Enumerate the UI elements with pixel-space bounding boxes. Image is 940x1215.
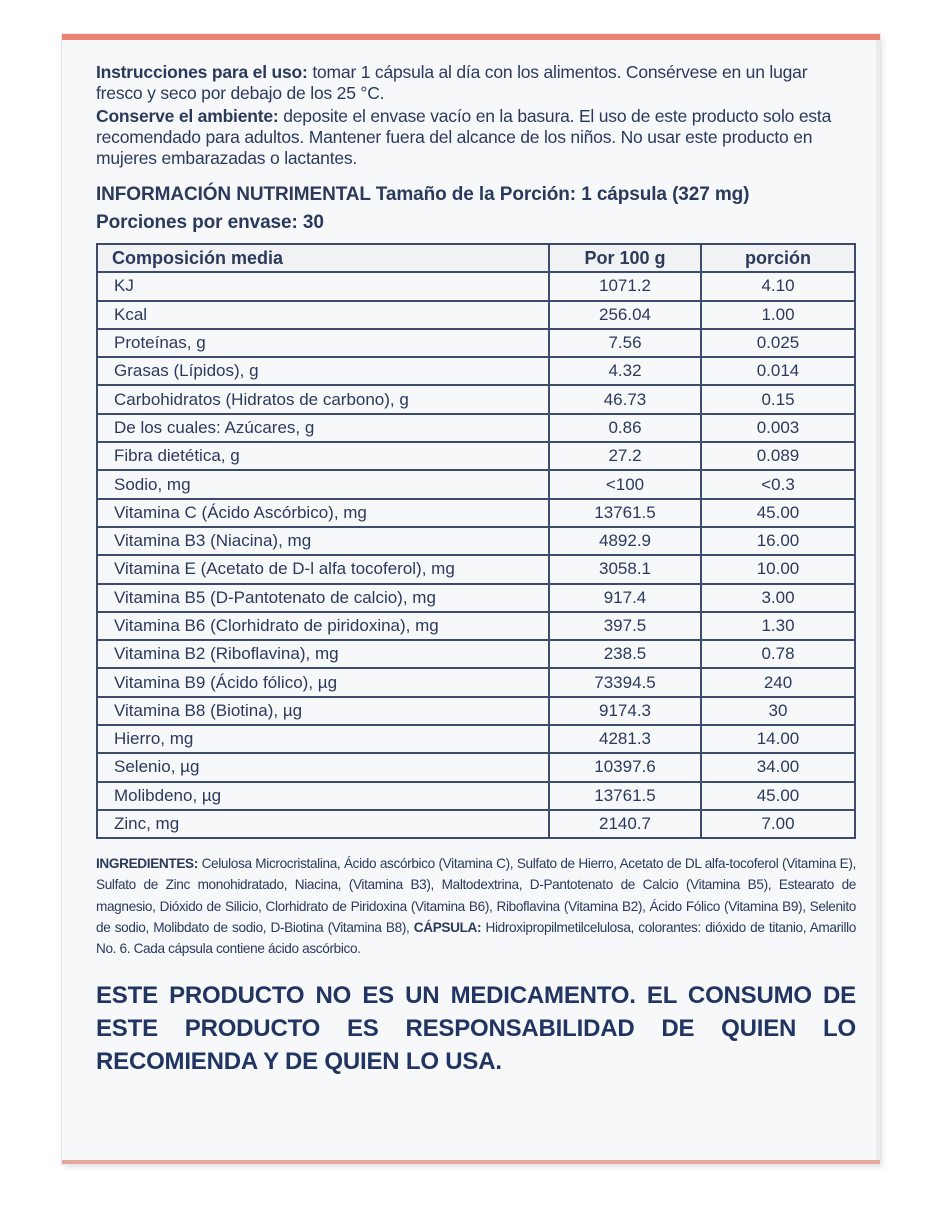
value-per-serving: 45.00	[701, 782, 855, 810]
ingredients-text: Celulosa Microcristalina, Ácido ascórbico (Vitamina C), Sulfato de Hierro, Acetato de DL alfa-tocoferol (Vitamina E), Sulfato de Zinc monohidratado, Niacina, (Vitamina B3), Maltodextrina, D-Pantotenato de Calcio (Vitamina B5), Estearato de magnesio, Dióxido de Silicio, Clorhidrato de Piridoxina (Vitamina B6), Riboflavina (Vitamina B2), Ácido Fólico (Vitamina B9), Selenito de sodio, Molibdato de sodio, D-Biotina (Vitamina B8),	[96, 856, 856, 935]
column-header-per-serving: porción	[701, 244, 855, 272]
value-per-100g: 10397.6	[549, 753, 701, 781]
table-row	[97, 782, 855, 810]
nutrition-table-body	[97, 272, 855, 838]
nutrient-name: De los cuales: Azúcares, g	[97, 414, 549, 442]
nutrient-name: Sodio, mg	[97, 470, 549, 498]
value-per-serving: 45.00	[701, 499, 855, 527]
capsule-text: Hidroxipropilmetilcelulosa, colorantes: dióxido de titanio, Amarillo No. 6. Cada cápsula contiene ácido ascórbico.	[96, 919, 856, 957]
table-row	[97, 414, 855, 442]
usage-instructions	[96, 62, 856, 104]
nutrient-name: Vitamina B6 (Clorhidrato de piridoxina), mg	[97, 612, 549, 640]
nutrient-name: Kcal	[97, 301, 549, 329]
value-per-100g: 2140.7	[549, 810, 701, 838]
environment-notice	[96, 106, 856, 169]
value-per-serving: 16.00	[701, 527, 855, 555]
value-per-serving: 10.00	[701, 555, 855, 583]
nutrient-name: Selenio, µg	[97, 753, 549, 781]
value-per-100g: 397.5	[549, 612, 701, 640]
nutrient-name: Zinc, mg	[97, 810, 549, 838]
label-top-band	[62, 34, 880, 40]
value-per-serving: 0.025	[701, 329, 855, 357]
value-per-serving: 0.089	[701, 442, 855, 470]
nutrient-name: Vitamina B5 (D-Pantotenato de calcio), mg	[97, 584, 549, 612]
table-row	[97, 470, 855, 498]
table-row	[97, 810, 855, 838]
instructions-section	[96, 62, 856, 169]
servings-per-container: Porciones por envase: 30	[96, 212, 324, 233]
table-row	[97, 725, 855, 753]
value-per-serving: 4.10	[701, 272, 855, 300]
environment-notice-label: Conserve el ambiente:	[96, 106, 279, 126]
nutrient-name: Vitamina B3 (Niacina), mg	[97, 527, 549, 555]
value-per-100g: 256.04	[549, 301, 701, 329]
nutrient-name: Grasas (Lípidos), g	[97, 357, 549, 385]
value-per-100g: <100	[549, 470, 701, 498]
value-per-serving: 1.00	[701, 301, 855, 329]
table-row	[97, 697, 855, 725]
value-per-100g: 917.4	[549, 584, 701, 612]
table-row	[97, 357, 855, 385]
value-per-100g: 7.56	[549, 329, 701, 357]
nutrient-name: Vitamina B9 (Ácido fólico), µg	[97, 668, 549, 696]
value-per-100g: 46.73	[549, 385, 701, 413]
value-per-100g: 4281.3	[549, 725, 701, 753]
nutrient-name: Proteínas, g	[97, 329, 549, 357]
nutrition-table-header	[97, 244, 855, 272]
ingredients-section	[96, 853, 856, 959]
table-row	[97, 527, 855, 555]
table-row	[97, 612, 855, 640]
table-row	[97, 584, 855, 612]
nutrition-title: INFORMACIÓN NUTRIMENTAL Tamaño de la Porción: 1 cápsula (327 mg)	[96, 184, 750, 205]
environment-notice-text: deposite el envase vacío en la basura. El uso de este producto solo esta recomendado para adultos. Mantener fuera del alcance de los niños. No usar este producto en mujeres embarazadas o lactantes.	[96, 106, 832, 168]
table-row	[97, 753, 855, 781]
nutrient-name: Fibra dietética, g	[97, 442, 549, 470]
value-per-100g: 13761.5	[549, 499, 701, 527]
value-per-100g: 3058.1	[549, 555, 701, 583]
nutrient-name: Carbohidratos (Hidratos de carbono), g	[97, 385, 549, 413]
value-per-serving: 30	[701, 697, 855, 725]
nutrient-name: KJ	[97, 272, 549, 300]
ingredients-label: INGREDIENTES:	[96, 856, 198, 872]
table-row	[97, 329, 855, 357]
table-row	[97, 442, 855, 470]
usage-instructions-text: tomar 1 cápsula al día con los alimentos. Consérvese en un lugar fresco y seco por debajo de los 25 °C.	[96, 62, 808, 103]
medical-disclaimer: ESTE PRODUCTO NO ES UN MEDICAMENTO. EL CONSUMO DE ESTE PRODUCTO ES RESPONSABILIDAD DE QUIEN LO RECOMIENDA Y DE QUIEN LO USA.	[96, 982, 856, 1076]
nutrition-heading	[96, 181, 856, 237]
usage-instructions-label: Instrucciones para el uso:	[96, 62, 308, 82]
value-per-serving: 0.003	[701, 414, 855, 442]
capsule-label: CÁPSULA:	[413, 919, 482, 935]
value-per-100g: 4.32	[549, 357, 701, 385]
table-row	[97, 385, 855, 413]
value-per-100g: 13761.5	[549, 782, 701, 810]
nutrient-name: Vitamina B8 (Biotina), µg	[97, 697, 549, 725]
value-per-100g: 238.5	[549, 640, 701, 668]
nutrition-table	[96, 243, 856, 839]
value-per-serving: 0.15	[701, 385, 855, 413]
label-content	[96, 62, 856, 1078]
label-right-edge	[876, 40, 880, 1164]
value-per-100g: 27.2	[549, 442, 701, 470]
value-per-serving: 240	[701, 668, 855, 696]
value-per-100g: 4892.9	[549, 527, 701, 555]
table-row	[97, 640, 855, 668]
value-per-100g: 0.86	[549, 414, 701, 442]
label-bottom-edge	[62, 1160, 880, 1164]
nutrient-name: Vitamina E (Acetato de D-l alfa tocoferol), mg	[97, 555, 549, 583]
table-row	[97, 301, 855, 329]
table-row	[97, 272, 855, 300]
value-per-serving: 34.00	[701, 753, 855, 781]
nutrient-name: Hierro, mg	[97, 725, 549, 753]
value-per-serving: 7.00	[701, 810, 855, 838]
table-row	[97, 555, 855, 583]
value-per-serving: 1.30	[701, 612, 855, 640]
value-per-serving: 14.00	[701, 725, 855, 753]
value-per-100g: 9174.3	[549, 697, 701, 725]
nutrient-name: Vitamina B2 (Riboflavina), mg	[97, 640, 549, 668]
nutrient-name: Molibdeno, µg	[97, 782, 549, 810]
value-per-100g: 1071.2	[549, 272, 701, 300]
value-per-serving: 0.78	[701, 640, 855, 668]
value-per-serving: 3.00	[701, 584, 855, 612]
nutrient-name: Vitamina C (Ácido Ascórbico), mg	[97, 499, 549, 527]
column-header-composition: Composición media	[97, 244, 549, 272]
value-per-serving: <0.3	[701, 470, 855, 498]
value-per-100g: 73394.5	[549, 668, 701, 696]
column-header-per-100g: Por 100 g	[549, 244, 701, 272]
table-row	[97, 499, 855, 527]
table-row	[97, 668, 855, 696]
value-per-serving: 0.014	[701, 357, 855, 385]
